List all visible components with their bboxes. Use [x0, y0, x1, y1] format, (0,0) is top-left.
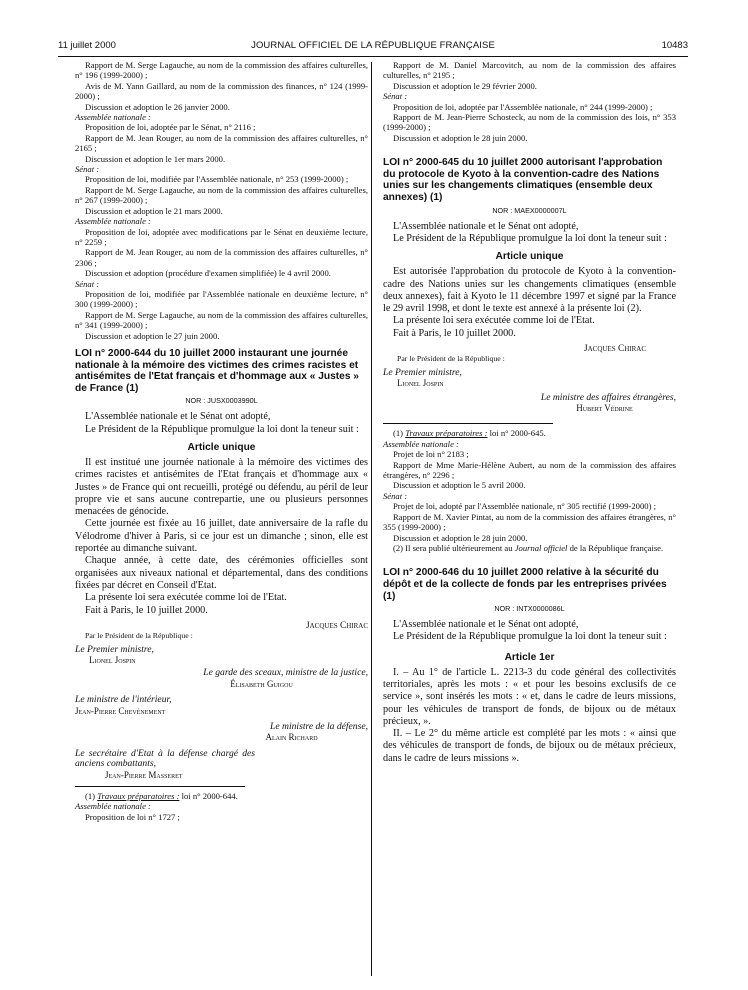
president-signature: Jacques Chirac [583, 344, 646, 354]
left-column [75, 60, 368, 822]
header-journal-title: JOURNAL OFFICIEL DE LA RÉPUBLIQUE FRANÇAISE [251, 40, 495, 51]
history-line: Rapport de M. Jean-Pierre Schosteck, au nom de la commission des lois, n° 353 (1999-2000) ; [383, 112, 676, 133]
history-line: Proposition de loi, modifiée par l'Assemblée nationale, n° 253 (1999-2000) ; [85, 174, 349, 185]
article-heading: Article unique [187, 441, 256, 453]
article-paragraph: I. – Au 1° de l'article L. 2213-3 du code général des collectivités territoriales, après les mots : « et pour les besoins exclusifs de ce service », sont insérés les mots : « et, dans le cadre de leurs missions, pour les véhicules de transport de fonds, de bijoux ou de métaux précieux, ». [383, 666, 676, 727]
history-line: Avis de M. Yann Gaillard, au nom de la commission des finances, n° 124 (1999-2000) ; [75, 80, 368, 102]
minister-title: Le ministre des affaires étrangères, [540, 391, 676, 403]
history-line: Discussion et adoption le 27 juin 2000. [85, 330, 220, 341]
history-line: Discussion et adoption le 28 juin 2000. [393, 132, 528, 143]
footnote-line: Rapport de M. Xavier Pintat, au nom de la commission des affaires étrangères, n° 355 (1999-2000) ; [383, 511, 676, 533]
left-legislative-history [75, 60, 368, 341]
article-heading: Article 1er [504, 651, 555, 663]
footnote-rule [75, 786, 245, 787]
footnote-heading: Assemblée nationale : [383, 438, 459, 449]
page-header [58, 40, 688, 54]
history-line: Rapport de M. Jean Rouger, au nom de la commission des affaires culturelles, n° 2306 ; [75, 247, 368, 268]
footnote-text: (2) Il sera publié ultérieurement au [393, 542, 513, 553]
history-line: Rapport de M. Serge Lagauche, au nom de la commission des affaires culturelles, n° 196 (1999-2000) ; [75, 60, 368, 81]
footnote-label: Travaux préparatoires : [97, 791, 180, 802]
law-title: LOI n° 2000-645 du 10 juillet 2000 autorisant l'approbation du protocole de Kyoto à la convention-cadre des Nations unies sur les changements climatiques (ensemble deux annexes) (1) [383, 157, 663, 204]
minister-name: Lionel Jospin [397, 378, 444, 389]
right-column [383, 60, 676, 765]
article-paragraph: Fait à Paris, le 10 juillet 2000. [85, 604, 208, 616]
intro-line: Le Président de la République promulgue la loi dont la teneur suit : [85, 423, 359, 435]
footnote-text: loi n° 2000-644. [181, 791, 238, 802]
article-paragraph: Fait à Paris, le 10 juillet 2000. [393, 327, 516, 339]
footnote-number: (1) [85, 791, 96, 802]
nor-reference: NOR : INTX0000086L [494, 604, 565, 614]
nor-reference: NOR : JUSX0003990L [185, 396, 258, 406]
column-separator [371, 62, 372, 976]
history-line: Rapport de M. Serge Lagauche, au nom de la commission des affaires culturelles, n° 267 (1999-2000) ; [75, 184, 368, 206]
history-line: Proposition de loi, modifiée par l'Assemblée nationale en deuxième lecture, n° 300 (1999-2000) ; [75, 288, 368, 310]
footnote-line: Discussion et adoption le 5 avril 2000. [393, 480, 526, 491]
article-paragraph: Chaque année, à cette date, des cérémonies officielles sont organisées aux niveaux national et départemental, dans des conditions fixées par décret en Conseil d'Etat. [75, 555, 368, 591]
minister-title: Le secrétaire d'Etat à la défense chargé des anciens combattants, [75, 747, 255, 770]
nor-reference: NOR : MAEX0000007L [492, 205, 567, 215]
article-paragraph: Il est institué une journée nationale à la mémoire des victimes des crimes racistes et antisémites de l'Etat français et d'hommage aux « Justes » de France qui ont recueilli, protégé ou défendu, au péril de leur propre vie et sans aucune contrepartie, une ou plusieurs personnes menacées de génocide. [75, 456, 368, 518]
footnote [383, 428, 676, 438]
history-heading: Assemblée nationale : [75, 216, 151, 227]
minister-name: Alain Richard [265, 732, 318, 743]
footnote-heading: Sénat : [383, 490, 408, 501]
footnote-label: Travaux préparatoires : [405, 428, 488, 439]
history-line: Proposition de loi, adoptée par l'Assemblée nationale, n° 244 (1999-2000) ; [393, 101, 653, 112]
header-page-number: 10483 [661, 40, 688, 51]
footnote-number: (1) [393, 428, 404, 439]
history-heading: Assemblée nationale : [75, 112, 151, 123]
history-line: Discussion et adoption le 26 janvier 2000. [85, 101, 230, 112]
history-line: Discussion et adoption (procédure d'examen simplifiée) le 4 avril 2000. [85, 268, 331, 279]
article-paragraph: Est autorisée l'approbation du protocole de Kyoto à la convention-cadre des Nations unies sur les changements climatiques (ensemble deux annexes), fait à Kyoto le 11 décembre 1997 et signé par la France le 29 avril 1998, et dont le texte est annexé à la présente loi (2). [383, 266, 676, 315]
history-line: Rapport de M. Jean Rouger, au nom de la commission des affaires culturelles, n° 2165 ; [75, 132, 368, 154]
minister-name: Jean-Pierre Masseret [105, 769, 183, 780]
law-title: LOI n° 2000-644 du 10 juillet 2000 instaurant une journée nationale à la mémoire des victimes des crimes racistes et antisémites de l'Etat français et d'hommage aux « Justes » de France (1) [75, 347, 359, 394]
right-legislative-history [383, 60, 676, 143]
minister-name: Lionel Jospin [89, 655, 136, 666]
article-paragraph: II. – Le 2° du même article est complété par les mots : « ainsi que des véhicules de transport de fonds, de bijoux ou de métaux précieux, dans le cadre de leurs missions ». [383, 728, 676, 764]
article-paragraph: La présente loi sera exécutée comme loi de l'Etat. [85, 592, 287, 604]
minister-title: Le garde des sceaux, ministre de la justice, [203, 667, 368, 679]
intro-line: Le Président de la République promulgue la loi dont la teneur suit : [393, 232, 667, 244]
footnote [75, 791, 368, 801]
history-heading: Sénat : [383, 91, 408, 102]
minister-title: Le Premier ministre, [75, 643, 154, 655]
minister-title: Le Premier ministre, [383, 366, 462, 378]
history-line: Discussion et adoption le 1er mars 2000. [85, 153, 226, 164]
footnote-line: Rapport de Mme Marie-Hélène Aubert, au nom de la commission des affaires étrangères, n° 2296 ; [383, 459, 676, 481]
minister-name: Jean-Pierre Chevènement [75, 705, 166, 716]
footnote-rule [383, 423, 553, 424]
article-paragraph: La présente loi sera exécutée comme loi de l'Etat. [393, 315, 595, 327]
footnote [383, 543, 676, 553]
law-title: LOI n° 2000-646 du 10 juillet 2000 relative à la sécurité du dépôt et de la collecte de fonds par les entreprises privées (1) [383, 567, 667, 602]
header-date: 11 juillet 2000 [58, 40, 116, 51]
president-signature: Jacques Chirac [305, 620, 368, 631]
intro-line: Le Président de la République promulgue la loi dont la teneur suit : [393, 631, 667, 643]
minister-name: Élisabeth Guigou [230, 678, 293, 689]
intro-line: L'Assemblée nationale et le Sénat ont adopté, [393, 619, 579, 631]
history-heading: Sénat : [75, 278, 100, 289]
minister-title: Le ministre de la défense, [270, 721, 368, 733]
par-president: Par le Président de la République : [85, 631, 193, 641]
history-line: Discussion et adoption le 29 février 2000. [393, 80, 537, 91]
footnote-line: Discussion et adoption le 28 juin 2000. [393, 532, 528, 543]
article-paragraph: Cette journée est fixée au 16 juillet, date anniversaire de la rafle du Vélodrome d'hiver à Paris, si ce jour est un dimanche ; sinon, elle est reportée au dimanche suivant. [75, 518, 368, 555]
history-line: Proposition de loi, adoptée avec modifications par le Sénat en deuxième lecture, n° 2259 ; [75, 226, 368, 247]
history-line: Proposition de loi, adoptée par le Sénat, n° 2116 ; [85, 122, 256, 133]
footnote-line: Projet de loi n° 2183 ; [393, 449, 469, 460]
footnote-journal: Journal officiel [514, 542, 568, 553]
intro-line: L'Assemblée nationale et le Sénat ont adopté, [393, 220, 579, 232]
par-president: Par le Président de la République : [397, 354, 505, 364]
footnote-heading: Assemblée nationale : [75, 801, 151, 812]
history-heading: Sénat : [75, 164, 100, 175]
history-line: Rapport de M. Serge Lagauche, au nom de la commission des affaires culturelles, n° 341 (1999-2000) ; [75, 309, 368, 331]
footnote-line: Projet de loi, adopté par l'Assemblée nationale, n° 305 rectifié (1999-2000) ; [393, 501, 656, 512]
header-rule [58, 56, 688, 57]
footnote-text: de la République française. [569, 542, 664, 553]
minister-title: Le ministre de l'intérieur, [75, 694, 172, 706]
footnote-line: Proposition de loi n° 1727 ; [85, 811, 180, 822]
history-line: Rapport de M. Daniel Marcovitch, au nom de la commission des affaires culturelles, n° 2195 ; [383, 60, 676, 81]
history-line: Discussion et adoption le 21 mars 2000. [85, 205, 223, 216]
article-heading: Article unique [495, 251, 564, 263]
intro-line: L'Assemblée nationale et le Sénat ont adopté, [85, 411, 271, 423]
footnote-text: loi n° 2000-645. [489, 428, 546, 439]
minister-name: Hubert Védrine [576, 403, 633, 414]
